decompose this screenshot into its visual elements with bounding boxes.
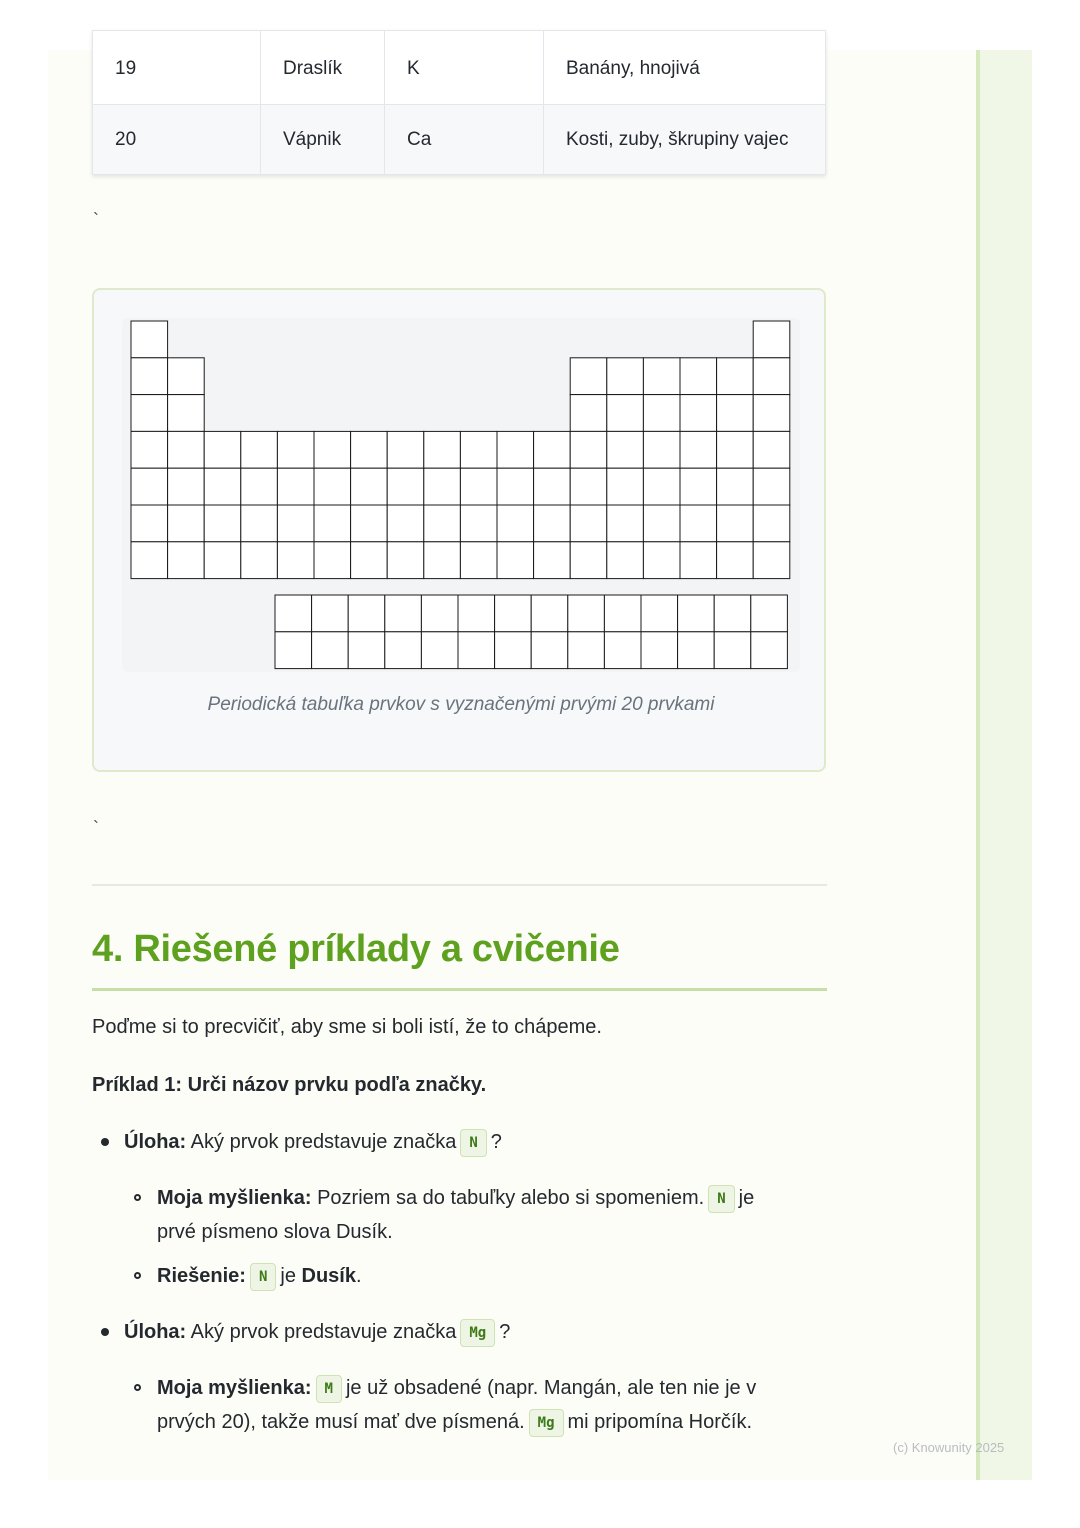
- element-cell: [753, 431, 790, 468]
- periodic-table-image: [122, 318, 800, 672]
- code-symbol: N: [460, 1129, 486, 1157]
- thought-label: Moja myšlienka:: [157, 1187, 312, 1209]
- f-block-cell: [641, 595, 678, 632]
- element-cell: [204, 505, 241, 542]
- element-cell: [387, 431, 424, 468]
- code-symbol: N: [250, 1263, 276, 1291]
- element-cell: [460, 542, 497, 579]
- solution-answer: Dusík: [301, 1265, 356, 1287]
- f-block-cell: [421, 632, 458, 669]
- example-title: Príklad 1: Urči názov prvku podľa značky.: [92, 1074, 487, 1096]
- element-cell: [351, 468, 388, 505]
- f-block-cell: [604, 595, 641, 632]
- element-cell: [168, 505, 205, 542]
- element-cell: [131, 431, 168, 468]
- code-symbol: Mg: [460, 1319, 495, 1347]
- element-cell: [241, 505, 278, 542]
- bullet-dot: [101, 1328, 109, 1336]
- element-cell: [277, 542, 314, 579]
- element-cell: [753, 542, 790, 579]
- element-cell: [753, 468, 790, 505]
- element-cell: [131, 505, 168, 542]
- element-cell: [607, 395, 644, 432]
- list-item: [124, 1315, 824, 1349]
- element-cell: [131, 358, 168, 395]
- element-cell: [607, 358, 644, 395]
- f-block-cell: [751, 632, 788, 669]
- cell-number: 19: [93, 31, 261, 105]
- element-cell: [607, 505, 644, 542]
- element-cell: [680, 431, 717, 468]
- element-cell: [534, 505, 571, 542]
- element-cell: [717, 358, 754, 395]
- element-cell: [643, 358, 680, 395]
- element-cell: [497, 542, 534, 579]
- stray-backtick: `: [93, 818, 99, 838]
- f-block-cell: [495, 632, 532, 669]
- element-cell: [717, 468, 754, 505]
- element-cell: [204, 542, 241, 579]
- element-cell: [570, 431, 607, 468]
- thought-line2: prvé písmeno slova Dusík.: [157, 1221, 393, 1243]
- element-cell: [131, 395, 168, 432]
- cell-name: Draslík: [261, 31, 385, 105]
- f-block-cell: [714, 632, 751, 669]
- sub-bullet-circle: [134, 1272, 141, 1279]
- heading-underline: [92, 988, 827, 991]
- cell-example: Banány, hnojivá: [544, 31, 826, 105]
- element-cell: [241, 431, 278, 468]
- f-block-cell: [714, 595, 751, 632]
- element-cell: [351, 542, 388, 579]
- f-block-cell: [641, 632, 678, 669]
- element-cell: [570, 542, 607, 579]
- section-divider: [92, 884, 827, 886]
- intro-paragraph: Poďme si to precvičiť, aby sme si boli istí, že to chápeme.: [92, 1016, 602, 1038]
- cell-symbol: K: [385, 31, 544, 105]
- code-symbol: Mg: [529, 1409, 564, 1437]
- periodic-table-grid: [122, 318, 800, 672]
- list-item: [124, 1125, 824, 1159]
- element-cell: [753, 358, 790, 395]
- f-block-cell: [568, 632, 605, 669]
- element-cell: [131, 321, 168, 358]
- element-cell: [168, 542, 205, 579]
- element-cell: [460, 468, 497, 505]
- elements-table: [92, 30, 826, 175]
- element-cell: [241, 542, 278, 579]
- element-cell: [168, 468, 205, 505]
- element-cell: [607, 468, 644, 505]
- element-cell: [643, 505, 680, 542]
- element-cell: [424, 468, 461, 505]
- cell-name: Vápnik: [261, 105, 385, 175]
- task-label: Úloha:: [124, 1131, 187, 1153]
- solution-text: je: [280, 1265, 296, 1287]
- element-cell: [753, 395, 790, 432]
- element-cell: [314, 505, 351, 542]
- f-block-cell: [275, 595, 312, 632]
- f-block-cell: [275, 632, 312, 669]
- element-cell: [753, 321, 790, 358]
- element-cell: [607, 542, 644, 579]
- element-cell: [753, 505, 790, 542]
- element-cell: [387, 542, 424, 579]
- element-cell: [570, 468, 607, 505]
- element-cell: [314, 431, 351, 468]
- element-cell: [497, 431, 534, 468]
- f-block-cell: [458, 595, 495, 632]
- element-cell: [424, 505, 461, 542]
- thought-line2-start: prvých 20), takže musí mať dve písmená.: [157, 1411, 525, 1433]
- solution-label: Riešenie:: [157, 1265, 246, 1287]
- element-cell: [570, 358, 607, 395]
- element-cell: [680, 505, 717, 542]
- f-block-cell: [531, 632, 568, 669]
- element-cell: [717, 395, 754, 432]
- element-cell: [680, 542, 717, 579]
- f-block-cell: [312, 632, 349, 669]
- element-cell: [460, 431, 497, 468]
- element-cell: [241, 468, 278, 505]
- element-cell: [534, 468, 571, 505]
- element-cell: [131, 542, 168, 579]
- cell-symbol: Ca: [385, 105, 544, 175]
- element-cell: [314, 468, 351, 505]
- element-cell: [387, 505, 424, 542]
- f-block-cell: [604, 632, 641, 669]
- f-block-cell: [385, 632, 422, 669]
- task-label: Úloha:: [124, 1321, 187, 1343]
- bullet-dot: [101, 1138, 109, 1146]
- f-block-cell: [312, 595, 349, 632]
- element-cell: [717, 431, 754, 468]
- solution-end: .: [355, 1265, 362, 1287]
- thought-text: je už obsadené (napr. Mangán, ale ten nie je v: [345, 1377, 757, 1399]
- element-cell: [680, 395, 717, 432]
- element-cell: [497, 505, 534, 542]
- f-block-cell: [348, 595, 385, 632]
- element-cell: [387, 468, 424, 505]
- sub-bullet-circle: [134, 1384, 141, 1391]
- f-block-cell: [531, 595, 568, 632]
- element-cell: [277, 431, 314, 468]
- sub-bullet-circle: [134, 1194, 141, 1201]
- element-cell: [534, 542, 571, 579]
- f-block-cell: [678, 595, 715, 632]
- element-cell: [497, 468, 534, 505]
- f-block-cell: [348, 632, 385, 669]
- figure-caption: Periodická tabuľka prvkov s vyznačenými prvými 20 prvkami: [207, 694, 715, 715]
- element-cell: [131, 468, 168, 505]
- element-cell: [680, 468, 717, 505]
- element-cell: [570, 395, 607, 432]
- element-cell: [643, 542, 680, 579]
- right-margin-band: [976, 50, 1032, 1480]
- element-cell: [168, 358, 205, 395]
- f-block-cell: [458, 632, 495, 669]
- cell-example: Kosti, zuby, škrupiny vajec: [544, 105, 826, 175]
- thought-line2-end: mi pripomína Horčík.: [567, 1411, 753, 1433]
- element-cell: [168, 431, 205, 468]
- element-cell: [717, 505, 754, 542]
- list-item: [157, 1259, 817, 1293]
- element-cell: [277, 468, 314, 505]
- f-block-cell: [751, 595, 788, 632]
- table-row: [93, 31, 826, 105]
- element-cell: [424, 431, 461, 468]
- element-cell: [680, 358, 717, 395]
- list-item: [157, 1371, 817, 1439]
- task-text: Aký prvok predstavuje značka: [190, 1321, 457, 1343]
- f-block-cell: [568, 595, 605, 632]
- thought-text: Pozriem sa do tabuľky alebo si spomeniem.: [317, 1187, 705, 1209]
- table-row: [93, 105, 826, 175]
- code-symbol: M: [316, 1375, 342, 1403]
- task-text: Aký prvok predstavuje značka: [190, 1131, 457, 1153]
- task-end: ?: [499, 1321, 511, 1343]
- task-end: ?: [490, 1131, 502, 1153]
- stray-backtick: `: [93, 210, 99, 230]
- element-cell: [607, 431, 644, 468]
- f-block-cell: [678, 632, 715, 669]
- element-cell: [643, 468, 680, 505]
- element-cell: [534, 431, 571, 468]
- element-cell: [717, 542, 754, 579]
- element-cell: [460, 505, 497, 542]
- element-cell: [204, 431, 241, 468]
- f-block-cell: [495, 595, 532, 632]
- element-cell: [351, 431, 388, 468]
- f-block-cell: [421, 595, 458, 632]
- element-cell: [643, 395, 680, 432]
- element-cell: [204, 468, 241, 505]
- f-block-cell: [385, 595, 422, 632]
- thought-after: je: [738, 1187, 755, 1209]
- periodic-table-figure: [92, 288, 826, 772]
- copyright-footer: (c) Knowunity 2025: [893, 1440, 1005, 1455]
- element-cell: [424, 542, 461, 579]
- code-symbol: N: [708, 1185, 734, 1213]
- section-heading: 4. Riešené príklady a cvičenie: [92, 928, 620, 970]
- element-cell: [351, 505, 388, 542]
- element-cell: [643, 431, 680, 468]
- thought-label: Moja myšlienka:: [157, 1377, 312, 1399]
- element-cell: [570, 505, 607, 542]
- list-item: [157, 1181, 817, 1249]
- element-cell: [168, 395, 205, 432]
- element-cell: [314, 542, 351, 579]
- element-cell: [277, 505, 314, 542]
- cell-number: 20: [93, 105, 261, 175]
